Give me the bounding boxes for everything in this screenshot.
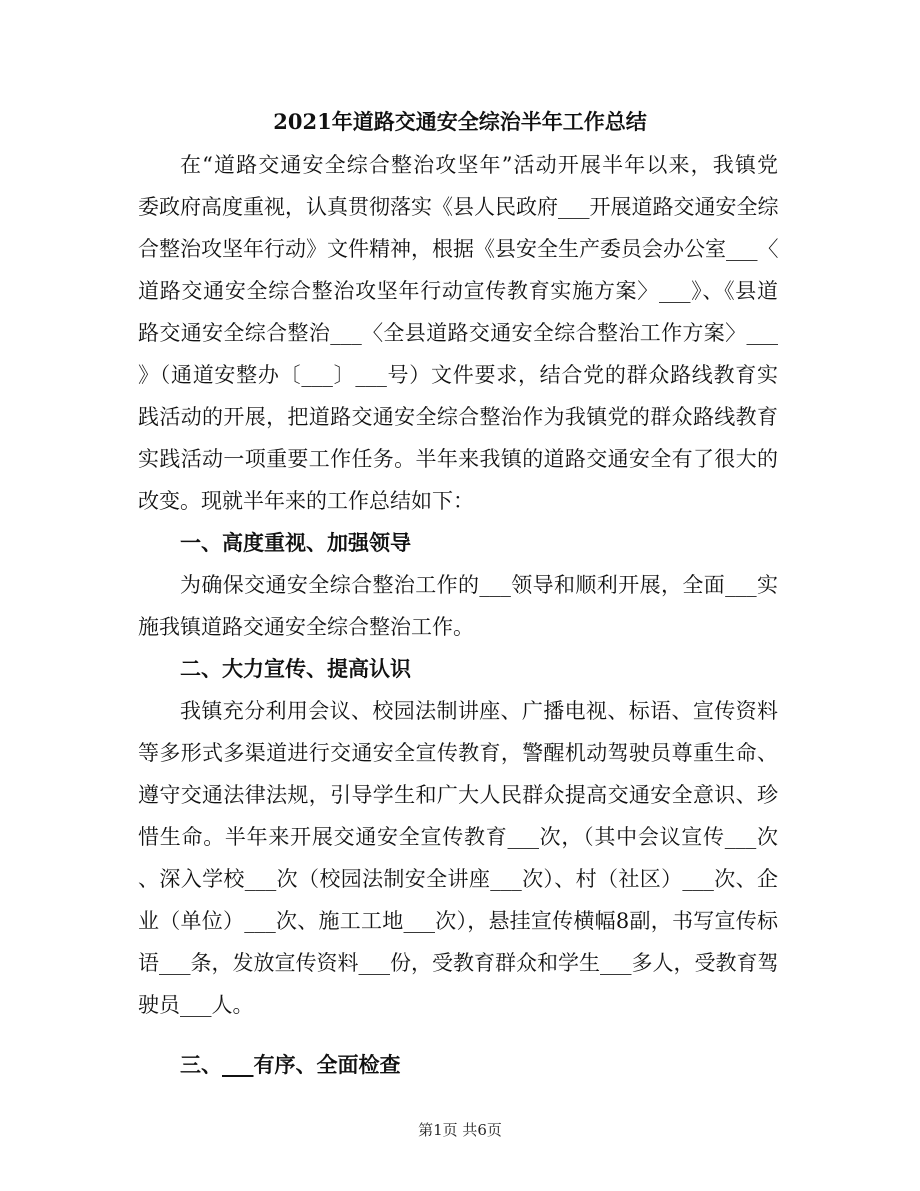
paragraph-line: 委政府高度重视，认真贯彻落实《县人民政府___开展道路交通安全综 xyxy=(138,195,779,219)
paragraph-line: 道路交通安全综合整治攻坚年行动宣传教育实施方案〉___》、《县道 xyxy=(138,279,778,303)
paragraph-line: 业（单位）___次、施工工地___次），悬挂宣传横幅8副，书写宣传标 xyxy=(138,909,778,933)
paragraph-line: 施我镇道路交通安全综合整治工作。 xyxy=(138,615,474,639)
document-title: 2021年道路交通安全综治半年工作总结 xyxy=(273,109,647,134)
paragraph-line: 改变。现就半年来的工作总结如下： xyxy=(138,489,474,513)
paragraph-line: 惜生命。半年来开展交通安全宣传教育___次，（其中会议宣传___次 xyxy=(138,825,778,849)
page-number: 第1页 共6页 xyxy=(418,1121,502,1139)
section-heading: 二、大力宣传、提高认识 xyxy=(180,656,411,681)
paragraph-line: 驶员___人。 xyxy=(138,993,254,1017)
paragraph-line: 为确保交通安全综合整治工作的___领导和顺利开展，全面___实 xyxy=(180,573,778,597)
paragraph-line: 践活动的开展，把道路交通安全综合整治作为我镇党的群众路线教育 xyxy=(138,405,778,429)
paragraph-line: 实践活动一项重要工作任务。半年来我镇的道路交通安全有了很大的 xyxy=(138,447,778,471)
paragraph-line: 语___条，发放宣传资料___份，受教育群众和学生___多人，受教育驾 xyxy=(138,951,779,975)
paragraph-line: 遵守交通法律法规，引导学生和广大人民群众提高交通安全意识、珍 xyxy=(138,783,778,807)
paragraph-line: 、深入学校___次（校园法制安全讲座___次）、村（社区）___次、企 xyxy=(138,867,778,891)
paragraph-line: 等多形式多渠道进行交通安全宣传教育，警醒机动驾驶员尊重生命、 xyxy=(138,741,778,765)
paragraph-line: 我镇充分利用会议、校园法制讲座、广播电视、标语、宣传资料 xyxy=(180,699,778,723)
paragraph-line: 》（通道安整办〔___〕___号）文件要求，结合党的群众路线教育实 xyxy=(138,363,778,387)
paragraph-line: 路交通安全综合整治___〈全县道路交通安全综合整治工作方案〉___ xyxy=(138,321,778,345)
section-heading: 三、___有序、全面检查 xyxy=(180,1052,401,1077)
paragraph-line: 在“道路交通安全综合整治攻坚年”活动开展半年以来，我镇党 xyxy=(180,153,778,177)
paragraph-line: 合整治攻坚年行动》文件精神，根据《县安全生产委员会办公室___〈 xyxy=(138,237,779,261)
section-heading: 一、高度重视、加强领导 xyxy=(180,530,411,555)
